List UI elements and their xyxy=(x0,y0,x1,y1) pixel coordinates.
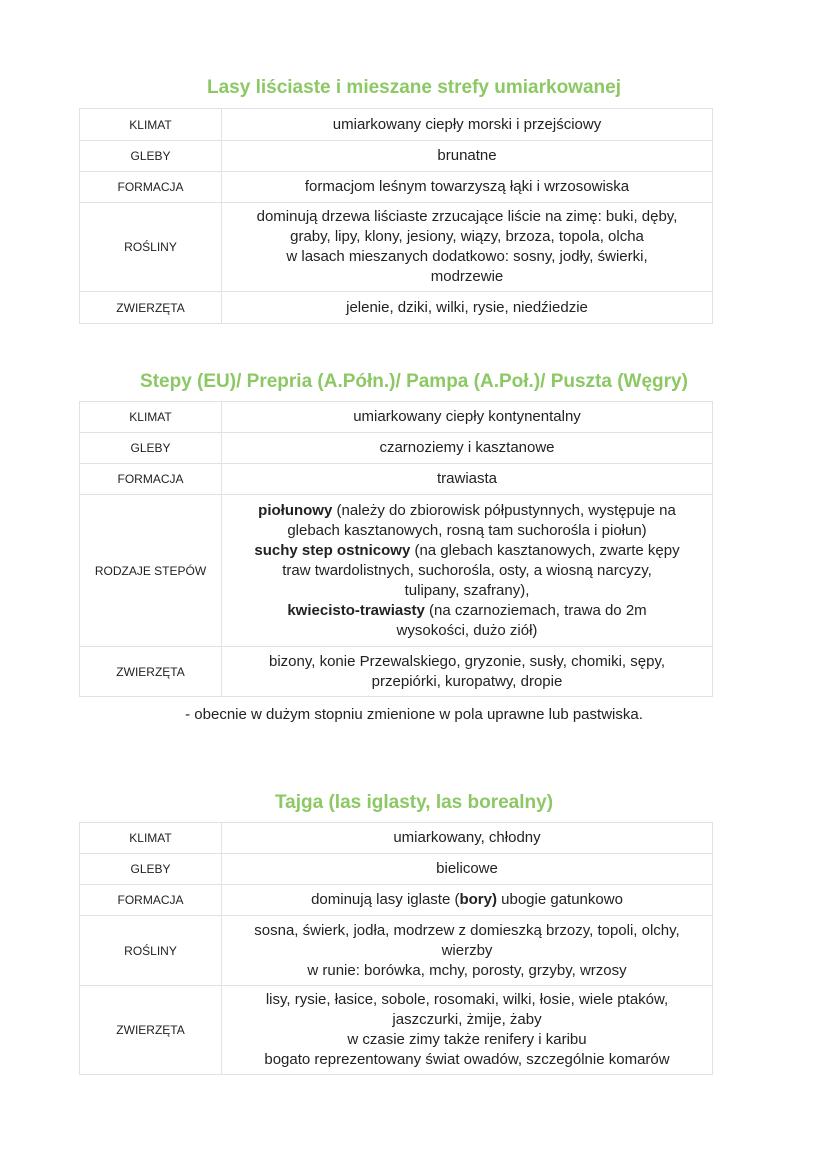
deciduous-forests-table xyxy=(79,108,713,324)
section-title-steppes: Stepy (EU)/ Prepria (A.Półn.)/ Pampa (A.Poł.)/ Puszta (Węgry) xyxy=(140,371,688,392)
table-row xyxy=(80,916,713,986)
text-line: dominują drzewa liściaste zrzucające liście na zimę: buki, dęby, xyxy=(256,208,678,225)
steppe-type-line xyxy=(228,541,706,561)
text-line: traw twardolistnych, suchorośla, osty, a wiosną narcyzy, xyxy=(282,561,652,579)
table-row xyxy=(80,141,713,172)
steppe-type-desc: (należy do zbiorowisk półpustynnych, występuje na xyxy=(332,501,676,519)
row-value xyxy=(222,495,713,647)
row-value: czarnoziemy i kasztanowe xyxy=(222,433,713,464)
text-line: jaszczurki, żmije, żaby xyxy=(392,1011,542,1028)
formation-text: ubogie gatunkowo xyxy=(496,891,623,908)
row-value xyxy=(222,986,713,1075)
steppe-type-line xyxy=(228,501,706,521)
steppe-type-name: suchy step ostnicowy xyxy=(254,541,411,559)
row-label: KLIMAT xyxy=(80,823,222,854)
row-value: umiarkowany, chłodny xyxy=(222,823,713,854)
row-label: GLEBY xyxy=(80,854,222,885)
text-line: bizony, konie Przewalskiego, gryzonie, susły, chomiki, sępy, xyxy=(269,652,665,670)
table-row xyxy=(80,433,713,464)
row-value: brunatne xyxy=(222,141,713,172)
table-row xyxy=(80,823,713,854)
row-label: ROŚLINY xyxy=(80,203,222,292)
text-line: bogato reprezentowany świat owadów, szczególnie komarów xyxy=(264,1051,670,1068)
text-line: w lasach mieszanych dodatkowo: sosny, jodły, świerki, xyxy=(286,248,648,265)
taiga-table xyxy=(79,822,713,1075)
table-row xyxy=(80,292,713,324)
row-label: RODZAJE STEPÓW xyxy=(80,495,222,647)
text-line: w czasie zimy także renifery i karibu xyxy=(347,1031,587,1048)
table-row xyxy=(80,172,713,203)
table-row xyxy=(80,986,713,1075)
row-label: KLIMAT xyxy=(80,402,222,433)
row-label: KLIMAT xyxy=(80,109,222,141)
section-title-deciduous-forests: Lasy liściaste i mieszane strefy umiarkowanej xyxy=(207,77,621,98)
section-title-taiga: Tajga (las iglasty, las borealny) xyxy=(274,792,554,813)
text-line: przepiórki, kuropatwy, dropie xyxy=(371,672,563,690)
row-value: bielicowe xyxy=(222,854,713,885)
text-line: wierzby xyxy=(441,941,493,959)
table-row xyxy=(80,854,713,885)
steppe-type-desc: (na glebach kasztanowych, zwarte kępy xyxy=(410,541,680,559)
table-row xyxy=(80,464,713,495)
text-line: sosna, świerk, jodła, modrzew z domieszką brzozy, topoli, olchy, xyxy=(254,921,680,939)
steppes-note: - obecnie w dużym stopniu zmienione w pola uprawne lub pastwiska. xyxy=(185,706,643,723)
table-row xyxy=(80,647,713,697)
row-label: ROŚLINY xyxy=(80,916,222,986)
steppes-table xyxy=(79,401,713,697)
row-value xyxy=(222,203,713,292)
text-line: modrzewie xyxy=(430,268,504,285)
text-line: wysokości, dużo ziół) xyxy=(396,621,538,639)
row-label: FORMACJA xyxy=(80,885,222,916)
formation-text: dominują lasy iglaste ( xyxy=(311,891,460,908)
row-value: umiarkowany ciepły morski i przejściowy xyxy=(222,109,713,141)
text-line: tulipany, szafrany), xyxy=(404,581,530,599)
steppe-type-name: kwiecisto-trawiasty xyxy=(287,601,425,619)
text-line: lisy, rysie, łasice, sobole, rosomaki, wilki, łosie, wiele ptaków, xyxy=(265,991,669,1008)
formation-bold: bory) xyxy=(459,891,497,908)
row-value xyxy=(222,885,713,916)
row-label: FORMACJA xyxy=(80,464,222,495)
row-value: jelenie, dziki, wilki, rysie, niedźiedzie xyxy=(222,292,713,324)
row-label: GLEBY xyxy=(80,141,222,172)
row-value: umiarkowany ciepły kontynentalny xyxy=(222,402,713,433)
steppe-type-line xyxy=(228,601,706,621)
table-row xyxy=(80,885,713,916)
row-label: FORMACJA xyxy=(80,172,222,203)
row-label: ZWIERZĘTA xyxy=(80,986,222,1075)
table-row xyxy=(80,495,713,647)
row-label: ZWIERZĘTA xyxy=(80,292,222,324)
table-row xyxy=(80,402,713,433)
row-value xyxy=(222,916,713,986)
row-label: ZWIERZĘTA xyxy=(80,647,222,697)
text-line: glebach kasztanowych, rosną tam suchorośla i piołun) xyxy=(287,521,647,539)
row-value xyxy=(222,647,713,697)
steppe-type-name: piołunowy xyxy=(258,501,333,519)
row-value: formacjom leśnym towarzyszą łąki i wrzosowiska xyxy=(222,172,713,203)
row-label: GLEBY xyxy=(80,433,222,464)
text-line: graby, lipy, klony, jesiony, wiązy, brzoza, topola, olcha xyxy=(290,228,644,245)
table-row xyxy=(80,109,713,141)
row-value: trawiasta xyxy=(222,464,713,495)
text-line: w runie: borówka, mchy, porosty, grzyby, wrzosy xyxy=(307,961,627,979)
steppe-type-desc: (na czarnoziemach, trawa do 2m xyxy=(424,601,647,619)
table-row xyxy=(80,203,713,292)
